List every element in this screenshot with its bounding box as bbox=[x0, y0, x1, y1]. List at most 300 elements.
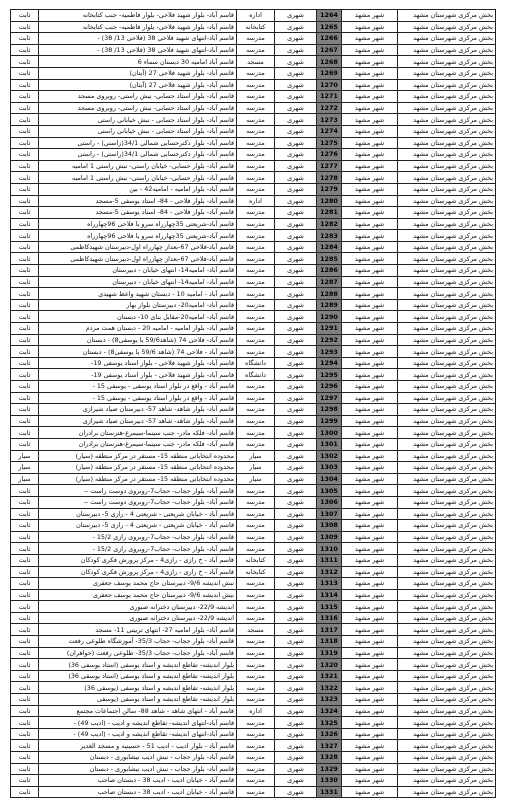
area-type-cell: شهری bbox=[275, 207, 317, 219]
row-number-cell: 1330 bbox=[317, 775, 342, 787]
address-cell: قاسم آباد-انتهای شهید فلاحی 38 (فلاحی 13/ 38) - bbox=[39, 33, 237, 45]
place-kind-cell: مدرسه bbox=[237, 160, 275, 172]
city-cell: شهر مشهد bbox=[342, 207, 398, 219]
address-cell: قاسم آباد- امامیه20- دبیرستان بلوار بهار bbox=[39, 299, 237, 311]
place-kind-cell: مدرسه bbox=[237, 276, 275, 288]
row-number-cell: 1313 bbox=[317, 578, 342, 590]
table-row bbox=[11, 404, 496, 416]
place-kind-cell: مدرسه bbox=[237, 381, 275, 393]
place-kind-cell: مدرسه bbox=[237, 740, 275, 752]
status-cell: سیار bbox=[11, 473, 39, 485]
place-kind-cell: مدرسه bbox=[237, 496, 275, 508]
city-cell: شهر مشهد bbox=[342, 775, 398, 787]
area-type-cell: شهری bbox=[275, 415, 317, 427]
row-number-cell: 1300 bbox=[317, 427, 342, 439]
place-kind-cell: مدرسه bbox=[237, 149, 275, 161]
status-cell: ثابت bbox=[11, 299, 39, 311]
table-row bbox=[11, 775, 496, 787]
city-cell: شهر مشهد bbox=[342, 624, 398, 636]
row-number-cell: 1302 bbox=[317, 450, 342, 462]
address-cell: قاسم آباد - واقع در بلوار استاد یوسفی - یوسفی 15 - bbox=[39, 392, 237, 404]
table-row bbox=[11, 450, 496, 462]
status-cell: ثابت bbox=[11, 67, 39, 79]
place-kind-cell: مدرسه bbox=[237, 438, 275, 450]
status-cell: ثابت bbox=[11, 79, 39, 91]
address-cell: قاسم آباد- بلوار امامیه - امامیه 20 - دبستان همت مردم bbox=[39, 323, 237, 335]
area-type-cell: شهری bbox=[275, 67, 317, 79]
row-number-cell: 1264 bbox=[317, 10, 342, 22]
region-cell: بخش مرکزی شهرستان مشهد bbox=[398, 253, 496, 265]
city-cell: شهر مشهد bbox=[342, 647, 398, 659]
address-cell: قاسم آباد- بلوار استاد حسابی - نبش خیابانی راستی bbox=[39, 114, 237, 126]
region-cell: بخش مرکزی شهرستان مشهد bbox=[398, 160, 496, 172]
region-cell: بخش مرکزی شهرستان مشهد bbox=[398, 44, 496, 56]
address-cell: قاسم آباد- فلاحی 74 (شاهد59/6 یا یوسفی8) - دبستان bbox=[39, 334, 237, 346]
status-cell: ثابت bbox=[11, 717, 39, 729]
place-kind-cell: سیار bbox=[237, 462, 275, 474]
area-type-cell: شهری bbox=[275, 508, 317, 520]
row-number-cell: 1296 bbox=[317, 381, 342, 393]
address-cell: قاسم آباد- بلوار حجاب- حجاب7-روبروی رازی 15/2 - bbox=[39, 543, 237, 555]
city-cell: شهر مشهد bbox=[342, 183, 398, 195]
area-type-cell: شهری bbox=[275, 543, 317, 555]
table-row bbox=[11, 323, 496, 335]
area-type-cell: شهری bbox=[275, 183, 317, 195]
area-type-cell: شهری bbox=[275, 241, 317, 253]
place-kind-cell: مدرسه bbox=[237, 589, 275, 601]
address-cell: قاسم آباد امامیه 30 دبستان سماء 6 bbox=[39, 56, 237, 68]
region-cell: بخش مرکزی شهرستان مشهد bbox=[398, 659, 496, 671]
table-row bbox=[11, 636, 496, 648]
address-cell: قاسم آباد - خیابان ادیب - ادیب 38 - دبستان صاحب bbox=[39, 775, 237, 787]
region-cell: بخش مرکزی شهرستان مشهد bbox=[398, 763, 496, 775]
city-cell: شهر مشهد bbox=[342, 334, 398, 346]
status-cell: ثابت bbox=[11, 195, 39, 207]
status-cell: ثابت bbox=[11, 554, 39, 566]
table-row bbox=[11, 149, 496, 161]
row-number-cell: 1310 bbox=[317, 543, 342, 555]
table-row bbox=[11, 276, 496, 288]
status-cell: ثابت bbox=[11, 659, 39, 671]
region-cell: بخش مرکزی شهرستان مشهد bbox=[398, 752, 496, 764]
status-cell: ثابت bbox=[11, 578, 39, 590]
row-number-cell: 1325 bbox=[317, 717, 342, 729]
row-number-cell: 1270 bbox=[317, 79, 342, 91]
row-number-cell: 1265 bbox=[317, 21, 342, 33]
area-type-cell: شهری bbox=[275, 496, 317, 508]
city-cell: شهر مشهد bbox=[342, 149, 398, 161]
city-cell: شهر مشهد bbox=[342, 288, 398, 300]
region-cell: بخش مرکزی شهرستان مشهد bbox=[398, 137, 496, 149]
row-number-cell: 1323 bbox=[317, 694, 342, 706]
status-cell: ثابت bbox=[11, 253, 39, 265]
city-cell: شهر مشهد bbox=[342, 485, 398, 497]
city-cell: شهر مشهد bbox=[342, 404, 398, 416]
place-kind-cell: دانشگاه bbox=[237, 369, 275, 381]
status-cell: ثابت bbox=[11, 427, 39, 439]
region-cell: بخش مرکزی شهرستان مشهد bbox=[398, 694, 496, 706]
city-cell: شهر مشهد bbox=[342, 230, 398, 242]
city-cell: شهر مشهد bbox=[342, 670, 398, 682]
area-type-cell: شهری bbox=[275, 485, 317, 497]
city-cell: شهر مشهد bbox=[342, 299, 398, 311]
row-number-cell: 1292 bbox=[317, 334, 342, 346]
region-cell: بخش مرکزی شهرستان مشهد bbox=[398, 462, 496, 474]
status-cell: ثابت bbox=[11, 91, 39, 103]
address-cell: قاسم آباد- بلوار استاد حسابی- نبش راستی- روبروی مسجد bbox=[39, 102, 237, 114]
row-number-cell: 1274 bbox=[317, 125, 342, 137]
place-kind-cell: مدرسه bbox=[237, 752, 275, 764]
city-cell: شهر مشهد bbox=[342, 241, 398, 253]
place-kind-cell: مدرسه bbox=[237, 114, 275, 126]
place-kind-cell: مسجد bbox=[237, 624, 275, 636]
address-cell: قاسم آباد - انتهای شاهد - شاهد 88- سالن اجتماعات مجتمع bbox=[39, 705, 237, 717]
area-type-cell: شهری bbox=[275, 763, 317, 775]
place-kind-cell: مسجد bbox=[237, 56, 275, 68]
row-number-cell: 1286 bbox=[317, 265, 342, 277]
address-cell: قاسم آباد- بلوار شهید فلاحی- بلوار فاطمیه- جنب کتابخانه bbox=[39, 10, 237, 22]
address-cell: قاسم آباد- بلوار شهید فلاحی 27 (آیتان) bbox=[39, 79, 237, 91]
row-number-cell: 1268 bbox=[317, 56, 342, 68]
city-cell: شهر مشهد bbox=[342, 253, 398, 265]
row-number-cell: 1312 bbox=[317, 566, 342, 578]
city-cell: شهر مشهد bbox=[342, 172, 398, 184]
area-type-cell: شهری bbox=[275, 589, 317, 601]
polling-stations-sheet bbox=[10, 9, 495, 798]
row-number-cell: 1298 bbox=[317, 404, 342, 416]
row-number-cell: 1319 bbox=[317, 647, 342, 659]
city-cell: شهر مشهد bbox=[342, 125, 398, 137]
place-kind-cell: دانشگاه bbox=[237, 357, 275, 369]
table-row bbox=[11, 137, 496, 149]
area-type-cell: شهری bbox=[275, 740, 317, 752]
region-cell: بخش مرکزی شهرستان مشهد bbox=[398, 682, 496, 694]
status-cell: ثابت bbox=[11, 531, 39, 543]
region-cell: بخش مرکزی شهرستان مشهد bbox=[398, 485, 496, 497]
place-kind-cell: مدرسه bbox=[237, 253, 275, 265]
region-cell: بخش مرکزی شهرستان مشهد bbox=[398, 195, 496, 207]
row-number-cell: 1272 bbox=[317, 102, 342, 114]
area-type-cell: شهری bbox=[275, 717, 317, 729]
place-kind-cell: مدرسه bbox=[237, 775, 275, 787]
city-cell: شهر مشهد bbox=[342, 33, 398, 45]
area-type-cell: شهری bbox=[275, 56, 317, 68]
region-cell: بخش مرکزی شهرستان مشهد bbox=[398, 91, 496, 103]
place-kind-cell: مدرسه bbox=[237, 647, 275, 659]
table-row bbox=[11, 427, 496, 439]
city-cell: شهر مشهد bbox=[342, 79, 398, 91]
status-cell: ثابت bbox=[11, 508, 39, 520]
address-cell: قاسم آباد- بلوار دکترحسابی شمالی 34/1(راستی) - راستی bbox=[39, 149, 237, 161]
city-cell: شهر مشهد bbox=[342, 462, 398, 474]
address-cell: قاسم آباد- بلوار دکترحسابی شمالی 34/1(راستی) - راستی bbox=[39, 137, 237, 149]
area-type-cell: شهری bbox=[275, 311, 317, 323]
status-cell: ثابت bbox=[11, 381, 39, 393]
place-kind-cell: مدرسه bbox=[237, 404, 275, 416]
row-number-cell: 1321 bbox=[317, 670, 342, 682]
row-number-cell: 1327 bbox=[317, 740, 342, 752]
region-cell: بخش مرکزی شهرستان مشهد bbox=[398, 531, 496, 543]
area-type-cell: شهری bbox=[275, 636, 317, 648]
row-number-cell: 1316 bbox=[317, 612, 342, 624]
area-type-cell: شهری bbox=[275, 578, 317, 590]
row-number-cell: 1308 bbox=[317, 520, 342, 532]
address-cell: قاسم آباد - خ رازی - رازی4 - مرکز پرورش فکری کودکان bbox=[39, 566, 237, 578]
row-number-cell: 1278 bbox=[317, 172, 342, 184]
area-type-cell: شهری bbox=[275, 566, 317, 578]
area-type-cell: شهری bbox=[275, 172, 317, 184]
row-number-cell: 1326 bbox=[317, 728, 342, 740]
status-cell: ثابت bbox=[11, 775, 39, 787]
city-cell: شهر مشهد bbox=[342, 578, 398, 590]
city-cell: شهر مشهد bbox=[342, 160, 398, 172]
city-cell: شهر مشهد bbox=[342, 114, 398, 126]
region-cell: بخش مرکزی شهرستان مشهد bbox=[398, 172, 496, 184]
status-cell: ثابت bbox=[11, 33, 39, 45]
table-row bbox=[11, 578, 496, 590]
region-cell: بخش مرکزی شهرستان مشهد bbox=[398, 578, 496, 590]
address-cell: قاسم آباد- بلوار شهید فلاحی- بلوار فاطمیه- جنب کتابخانه bbox=[39, 21, 237, 33]
area-type-cell: شهری bbox=[275, 21, 317, 33]
place-kind-cell: مدرسه bbox=[237, 91, 275, 103]
place-kind-cell: مدرسه bbox=[237, 728, 275, 740]
address-cell: بلوار اندیشه- تقاطع اندیشه و استاد یوسفی (یوسفی bbox=[39, 694, 237, 706]
city-cell: شهر مشهد bbox=[342, 67, 398, 79]
status-cell: ثابت bbox=[11, 566, 39, 578]
place-kind-cell: مدرسه bbox=[237, 346, 275, 358]
status-cell: ثابت bbox=[11, 311, 39, 323]
area-type-cell: شهری bbox=[275, 334, 317, 346]
row-number-cell: 1280 bbox=[317, 195, 342, 207]
area-type-cell: شهری bbox=[275, 786, 317, 798]
row-number-cell: 1275 bbox=[317, 137, 342, 149]
status-cell: ثابت bbox=[11, 44, 39, 56]
area-type-cell: شهری bbox=[275, 462, 317, 474]
table-row bbox=[11, 601, 496, 613]
place-kind-cell: مدرسه bbox=[237, 125, 275, 137]
table-row bbox=[11, 311, 496, 323]
area-type-cell: شهری bbox=[275, 404, 317, 416]
area-type-cell: شهری bbox=[275, 520, 317, 532]
region-cell: بخش مرکزی شهرستان مشهد bbox=[398, 265, 496, 277]
place-kind-cell: سیار bbox=[237, 473, 275, 485]
table-row bbox=[11, 566, 496, 578]
table-row bbox=[11, 554, 496, 566]
city-cell: شهر مشهد bbox=[342, 392, 398, 404]
area-type-cell: شهری bbox=[275, 624, 317, 636]
city-cell: شهر مشهد bbox=[342, 56, 398, 68]
address-cell: قاسم آباد- بلوار حجاب- حجاب7-روبروی دوست راست -- bbox=[39, 485, 237, 497]
area-type-cell: شهری bbox=[275, 33, 317, 45]
table-row bbox=[11, 346, 496, 358]
region-cell: بخش مرکزی شهرستان مشهد bbox=[398, 311, 496, 323]
table-row bbox=[11, 160, 496, 172]
address-cell: قاسم آباد - واقع در بلوار استاد یوسفی - یوسفی 15 - bbox=[39, 381, 237, 393]
city-cell: شهر مشهد bbox=[342, 276, 398, 288]
table-row bbox=[11, 230, 496, 242]
status-cell: ثابت bbox=[11, 670, 39, 682]
table-row bbox=[11, 125, 496, 137]
place-kind-cell: کتابخانه bbox=[237, 566, 275, 578]
area-type-cell: شهری bbox=[275, 450, 317, 462]
place-kind-cell: سیار bbox=[237, 450, 275, 462]
status-cell: ثابت bbox=[11, 682, 39, 694]
table-row bbox=[11, 740, 496, 752]
row-number-cell: 1320 bbox=[317, 659, 342, 671]
area-type-cell: شهری bbox=[275, 369, 317, 381]
region-cell: بخش مرکزی شهرستان مشهد bbox=[398, 717, 496, 729]
area-type-cell: شهری bbox=[275, 44, 317, 56]
place-kind-cell: مدرسه bbox=[237, 531, 275, 543]
table-row bbox=[11, 172, 496, 184]
area-type-cell: شهری bbox=[275, 323, 317, 335]
status-cell: ثابت bbox=[11, 149, 39, 161]
city-cell: شهر مشهد bbox=[342, 601, 398, 613]
status-cell: ثابت bbox=[11, 752, 39, 764]
table-row bbox=[11, 624, 496, 636]
address-cell: قاسم آباد-انتهای اندیشه- تقاطع اندیشه و ادیب - (ادیب 49) - bbox=[39, 728, 237, 740]
area-type-cell: شهری bbox=[275, 694, 317, 706]
city-cell: شهر مشهد bbox=[342, 450, 398, 462]
area-type-cell: شهری bbox=[275, 659, 317, 671]
row-number-cell: 1266 bbox=[317, 33, 342, 45]
region-cell: بخش مرکزی شهرستان مشهد bbox=[398, 79, 496, 91]
place-kind-cell: مدرسه bbox=[237, 218, 275, 230]
status-cell: ثابت bbox=[11, 438, 39, 450]
city-cell: شهر مشهد bbox=[342, 473, 398, 485]
city-cell: شهر مشهد bbox=[342, 682, 398, 694]
region-cell: بخش مرکزی شهرستان مشهد bbox=[398, 786, 496, 798]
city-cell: شهر مشهد bbox=[342, 531, 398, 543]
table-row bbox=[11, 10, 496, 22]
area-type-cell: شهری bbox=[275, 253, 317, 265]
area-type-cell: شهری bbox=[275, 381, 317, 393]
row-number-cell: 1277 bbox=[317, 160, 342, 172]
place-kind-cell: مدرسه bbox=[237, 288, 275, 300]
address-cell: بلوار اندیشه- تقاطع اندیشه و استاد یوسفی (استاد یوسفی 36) bbox=[39, 659, 237, 671]
city-cell: شهر مشهد bbox=[342, 728, 398, 740]
table-row bbox=[11, 56, 496, 68]
region-cell: بخش مرکزی شهرستان مشهد bbox=[398, 230, 496, 242]
area-type-cell: شهری bbox=[275, 612, 317, 624]
city-cell: شهر مشهد bbox=[342, 323, 398, 335]
table-row bbox=[11, 717, 496, 729]
status-cell: ثابت bbox=[11, 589, 39, 601]
place-kind-cell: مدرسه bbox=[237, 299, 275, 311]
table-row bbox=[11, 763, 496, 775]
area-type-cell: شهری bbox=[275, 265, 317, 277]
status-cell: ثابت bbox=[11, 334, 39, 346]
table-row bbox=[11, 520, 496, 532]
region-cell: بخش مرکزی شهرستان مشهد bbox=[398, 357, 496, 369]
address-cell: محدوده انتخاباتی منطقه 15- مستقر در مرکز منطقه (سیار) bbox=[39, 473, 237, 485]
address-cell: قاسم آباد - خ رازی - رازی4 - مرکز پرورش فکری کودکان bbox=[39, 554, 237, 566]
status-cell: ثابت bbox=[11, 125, 39, 137]
city-cell: شهر مشهد bbox=[342, 496, 398, 508]
row-number-cell: 1297 bbox=[317, 392, 342, 404]
status-cell: ثابت bbox=[11, 21, 39, 33]
address-cell: بلوار اندیشه- تقاطع اندیشه و استاد یوسفی (استاد یوسفی 36) bbox=[39, 670, 237, 682]
city-cell: شهر مشهد bbox=[342, 346, 398, 358]
address-cell: قاسم آباد- بلوار حسابی- خیابان راستی- نبش راستی 1 امامیه bbox=[39, 160, 237, 172]
stations-table bbox=[10, 9, 496, 798]
area-type-cell: شهری bbox=[275, 392, 317, 404]
region-cell: بخش مرکزی شهرستان مشهد bbox=[398, 670, 496, 682]
table-row bbox=[11, 659, 496, 671]
table-row bbox=[11, 33, 496, 45]
area-type-cell: شهری bbox=[275, 288, 317, 300]
table-row bbox=[11, 218, 496, 230]
region-cell: بخش مرکزی شهرستان مشهد bbox=[398, 392, 496, 404]
status-cell: ثابت bbox=[11, 137, 39, 149]
region-cell: بخش مرکزی شهرستان مشهد bbox=[398, 276, 496, 288]
region-cell: بخش مرکزی شهرستان مشهد bbox=[398, 323, 496, 335]
region-cell: بخش مرکزی شهرستان مشهد bbox=[398, 207, 496, 219]
address-cell: قاسم آباد- امامیه20-مقابل بنای 10- دبستان bbox=[39, 311, 237, 323]
region-cell: بخش مرکزی شهرستان مشهد bbox=[398, 589, 496, 601]
status-cell: سیار bbox=[11, 450, 39, 462]
status-cell: ثابت bbox=[11, 276, 39, 288]
area-type-cell: شهری bbox=[275, 554, 317, 566]
row-number-cell: 1269 bbox=[317, 67, 342, 79]
row-number-cell: 1284 bbox=[317, 241, 342, 253]
area-type-cell: شهری bbox=[275, 346, 317, 358]
address-cell: قاسم آباد - خیابان شریعتی - شریعتی 4 - رازی 5- دبیرستان bbox=[39, 508, 237, 520]
row-number-cell: 1301 bbox=[317, 438, 342, 450]
area-type-cell: شهری bbox=[275, 299, 317, 311]
place-kind-cell: مدرسه bbox=[237, 682, 275, 694]
region-cell: بخش مرکزی شهرستان مشهد bbox=[398, 496, 496, 508]
region-cell: بخش مرکزی شهرستان مشهد bbox=[398, 705, 496, 717]
status-cell: ثابت bbox=[11, 485, 39, 497]
status-cell: ثابت bbox=[11, 56, 39, 68]
status-cell: ثابت bbox=[11, 102, 39, 114]
area-type-cell: شهری bbox=[275, 531, 317, 543]
city-cell: شهر مشهد bbox=[342, 786, 398, 798]
city-cell: شهر مشهد bbox=[342, 543, 398, 555]
address-cell: قاسم آباد - بلوار ادیب - ادیب 51 - حسینیه و مسجد الغدیر bbox=[39, 740, 237, 752]
status-cell: ثابت bbox=[11, 763, 39, 775]
status-cell: ثابت bbox=[11, 496, 39, 508]
place-kind-cell: اداره bbox=[237, 705, 275, 717]
row-number-cell: 1273 bbox=[317, 114, 342, 126]
status-cell: ثابت bbox=[11, 369, 39, 381]
address-cell: قاسم آباد- بلوار شهید فلاحی - بلوار استاد یوسفی 19- bbox=[39, 369, 237, 381]
row-number-cell: 1314 bbox=[317, 589, 342, 601]
region-cell: بخش مرکزی شهرستان مشهد bbox=[398, 601, 496, 613]
city-cell: شهر مشهد bbox=[342, 311, 398, 323]
address-cell: محدوده انتخاباتی منطقه 15- مستقر در مرکز منطقه (سیار) bbox=[39, 462, 237, 474]
address-cell: قاسم آباد- امامیه14- انتهای خیابان - دبیرستان bbox=[39, 276, 237, 288]
region-cell: بخش مرکزی شهرستان مشهد bbox=[398, 450, 496, 462]
address-cell: قاسم آباد- بلوار حجاب - نبش ادیب نیشابوری - دبستان bbox=[39, 752, 237, 764]
place-kind-cell: مدرسه bbox=[237, 415, 275, 427]
city-cell: شهر مشهد bbox=[342, 102, 398, 114]
city-cell: شهر مشهد bbox=[342, 218, 398, 230]
table-row bbox=[11, 241, 496, 253]
place-kind-cell: مدرسه bbox=[237, 717, 275, 729]
status-cell: ثابت bbox=[11, 392, 39, 404]
address-cell: قاسم آباد- بلوار شهید فلاحی - بلوار استاد یوسفی 19- bbox=[39, 357, 237, 369]
table-row bbox=[11, 543, 496, 555]
city-cell: شهر مشهد bbox=[342, 265, 398, 277]
address-cell: قاسم آباد - خیابان شریعتی - شریعتی 4 - رازی 5- دبیرستان bbox=[39, 520, 237, 532]
row-number-cell: 1303 bbox=[317, 462, 342, 474]
row-number-cell: 1294 bbox=[317, 357, 342, 369]
table-row bbox=[11, 44, 496, 56]
row-number-cell: 1329 bbox=[317, 763, 342, 775]
area-type-cell: شهری bbox=[275, 357, 317, 369]
